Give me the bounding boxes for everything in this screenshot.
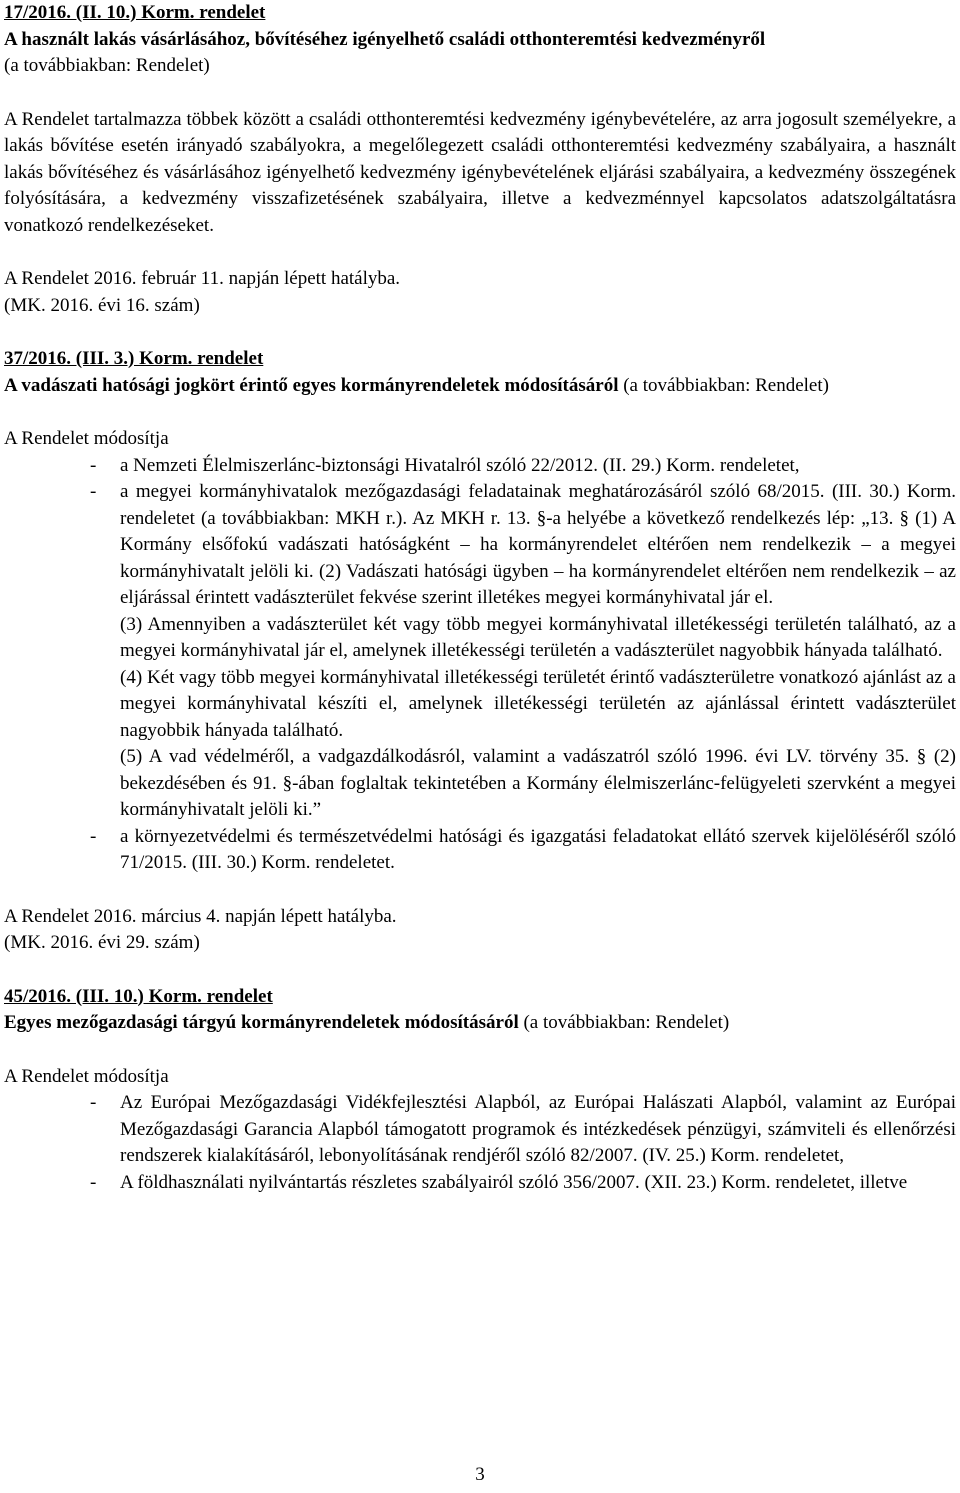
decree-title: A használt lakás vásárlásához, bővítéséhez igényelhető családi otthonteremtési kedvezményről bbox=[4, 28, 766, 50]
decree-number: 37/2016. (III. 3.) Korm. rendelet bbox=[4, 348, 264, 369]
amendment-list-item bbox=[4, 824, 956, 877]
amendment-paragraph: (3) Amennyiben a vadászterület két vagy több megyei kormányhivatal illetékességi területén található, az a megyei kormányhivatal jár el, amelynek illetékességi területén a vadászterület nagyobbik hányada található. bbox=[120, 613, 956, 661]
amendment-intro: A Rendelet módosítja bbox=[4, 428, 169, 449]
decree-number: 17/2016. (II. 10.) Korm. rendelet bbox=[4, 2, 266, 23]
amendment-list-item bbox=[4, 453, 956, 480]
page-number: 3 bbox=[475, 1464, 485, 1485]
list-dash: - bbox=[90, 825, 97, 847]
decree-title-suffix: (a továbbiakban: Rendelet) bbox=[618, 374, 829, 396]
amendment-text: a megyei kormányhivatalok mezőgazdasági feladatainak meghatározásáról szóló 68/2015. (III. 30.) Korm. rendeletet (a továbbiakban: MKH r.). Az MKH r. 13. §-a helyébe a következő rendelkezés lép: „13. § (1) A Kormány elsőfokú vadászati hatóságként – ha kormányrendelet eltérően nem rendelkezik – a megyei kormányhivatalt jelöli ki. (2) Vadászati hatósági ügyben – ha kormányrendelet eltérően nem rendelkezik – az eljárással érintett vadászterület fekvése szerint illetékes megyei kormányhivatal jár el. bbox=[120, 481, 956, 608]
amendment-text: Az Európai Mezőgazdasági Vidékfejlesztési Alapból, az Európai Halászati Alapból, valamint az Európai Mezőgazdasági Garancia Alapból támogatott programok és intézkedések pénzügyi, számviteli és ellenőrzési rendszerek kialakításáról, lebonyolításának rendjéről szóló 82/2007. (IV. 25.) Korm. rendeletet, bbox=[120, 1092, 956, 1166]
document-page bbox=[4, 0, 956, 1196]
amendment-list-item bbox=[4, 1090, 956, 1170]
amendment-list-item bbox=[4, 1170, 956, 1197]
amendment-intro: A Rendelet módosítja bbox=[4, 1065, 169, 1087]
decree-title-line bbox=[4, 1010, 956, 1037]
decree-title-suffix: (a továbbiakban: Rendelet) bbox=[518, 1012, 730, 1033]
decree-effective-date: A Rendelet 2016. március 4. napján lépett hatályba. bbox=[4, 905, 397, 927]
amendment-list-item bbox=[4, 479, 956, 612]
decree-title-line bbox=[4, 373, 956, 400]
decree-effective-date: A Rendelet 2016. február 11. napján lépett hatályba. bbox=[4, 268, 401, 289]
decree-gazette-ref: (MK. 2016. évi 16. szám) bbox=[4, 294, 200, 316]
decree-gazette-ref: (MK. 2016. évi 29. szám) bbox=[4, 932, 200, 953]
list-dash: - bbox=[90, 454, 97, 476]
amendment-paragraph: (5) A vad védelméről, a vadgazdálkodásról, valamint a vadászatról szóló 1996. évi LV. törvény 35. § (2) bekezdésében és 91. §-ában foglaltak tekintetében a Kormány élelmiszerlánc-felügyeleti szervként a megyei kormányhivatalt jelöli ki.” bbox=[120, 746, 956, 820]
decree-number: 45/2016. (III. 10.) Korm. rendelet bbox=[4, 985, 273, 1007]
list-dash: - bbox=[90, 481, 97, 502]
list-dash: - bbox=[90, 1092, 97, 1113]
amendment-paragraph: (4) Két vagy több megyei kormányhivatal illetékességi területét érintő vadászterületre vonatkozó ajánlást az a megyei kormányhivatal készíti el, amelynek illetékességi területén az ajánlással érintett vadászterület nagyobbik hányada található. bbox=[120, 666, 956, 741]
decree-title: A vadászati hatósági jogkört érintő egyes kormányrendeletek módosításáról bbox=[4, 374, 619, 396]
amendment-text: a Nemzeti Élelmiszerlánc-biztonsági Hivatalról szóló 22/2012. (II. 29.) Korm. rendeletet, bbox=[120, 454, 800, 476]
decree-title-suffix: (a továbbiakban: Rendelet) bbox=[4, 55, 210, 76]
amendment-text: A földhasználati nyilvántartás részletes szabályairól szóló 356/2007. (XII. 23.) Korm. rendeletet, illetve bbox=[120, 1171, 908, 1193]
decree-body: A Rendelet tartalmazza többek között a családi otthonteremtési kedvezmény igénybevételére, az arra jogosult személyekre, a lakás bővítése esetén irányadó szabályokra, a megelőlegezett családi otthonteremtési kedvezmény szabályaira, a használt lakás bővítéséhez és vásárlásához igényelhető kedvezmény igénybevételének eljárási szabályaira, a kedvezmény összegének folyósítására, a kedvezmény visszafizetésének szabályaira, illetve a kedvezménnyel kapcsolatos adatszolgáltatásra vonatkozó rendelkezéseket. bbox=[4, 108, 956, 236]
amendment-text: a környezetvédelmi és természetvédelmi hatósági és igazgatási feladatokat ellátó szervek kijelöléséről szóló 71/2015. (III. 30.) Korm. rendeletet. bbox=[120, 825, 956, 873]
list-dash: - bbox=[90, 1171, 97, 1193]
decree-title: Egyes mezőgazdasági tárgyú kormányrendeletek módosításáról bbox=[4, 1012, 519, 1033]
